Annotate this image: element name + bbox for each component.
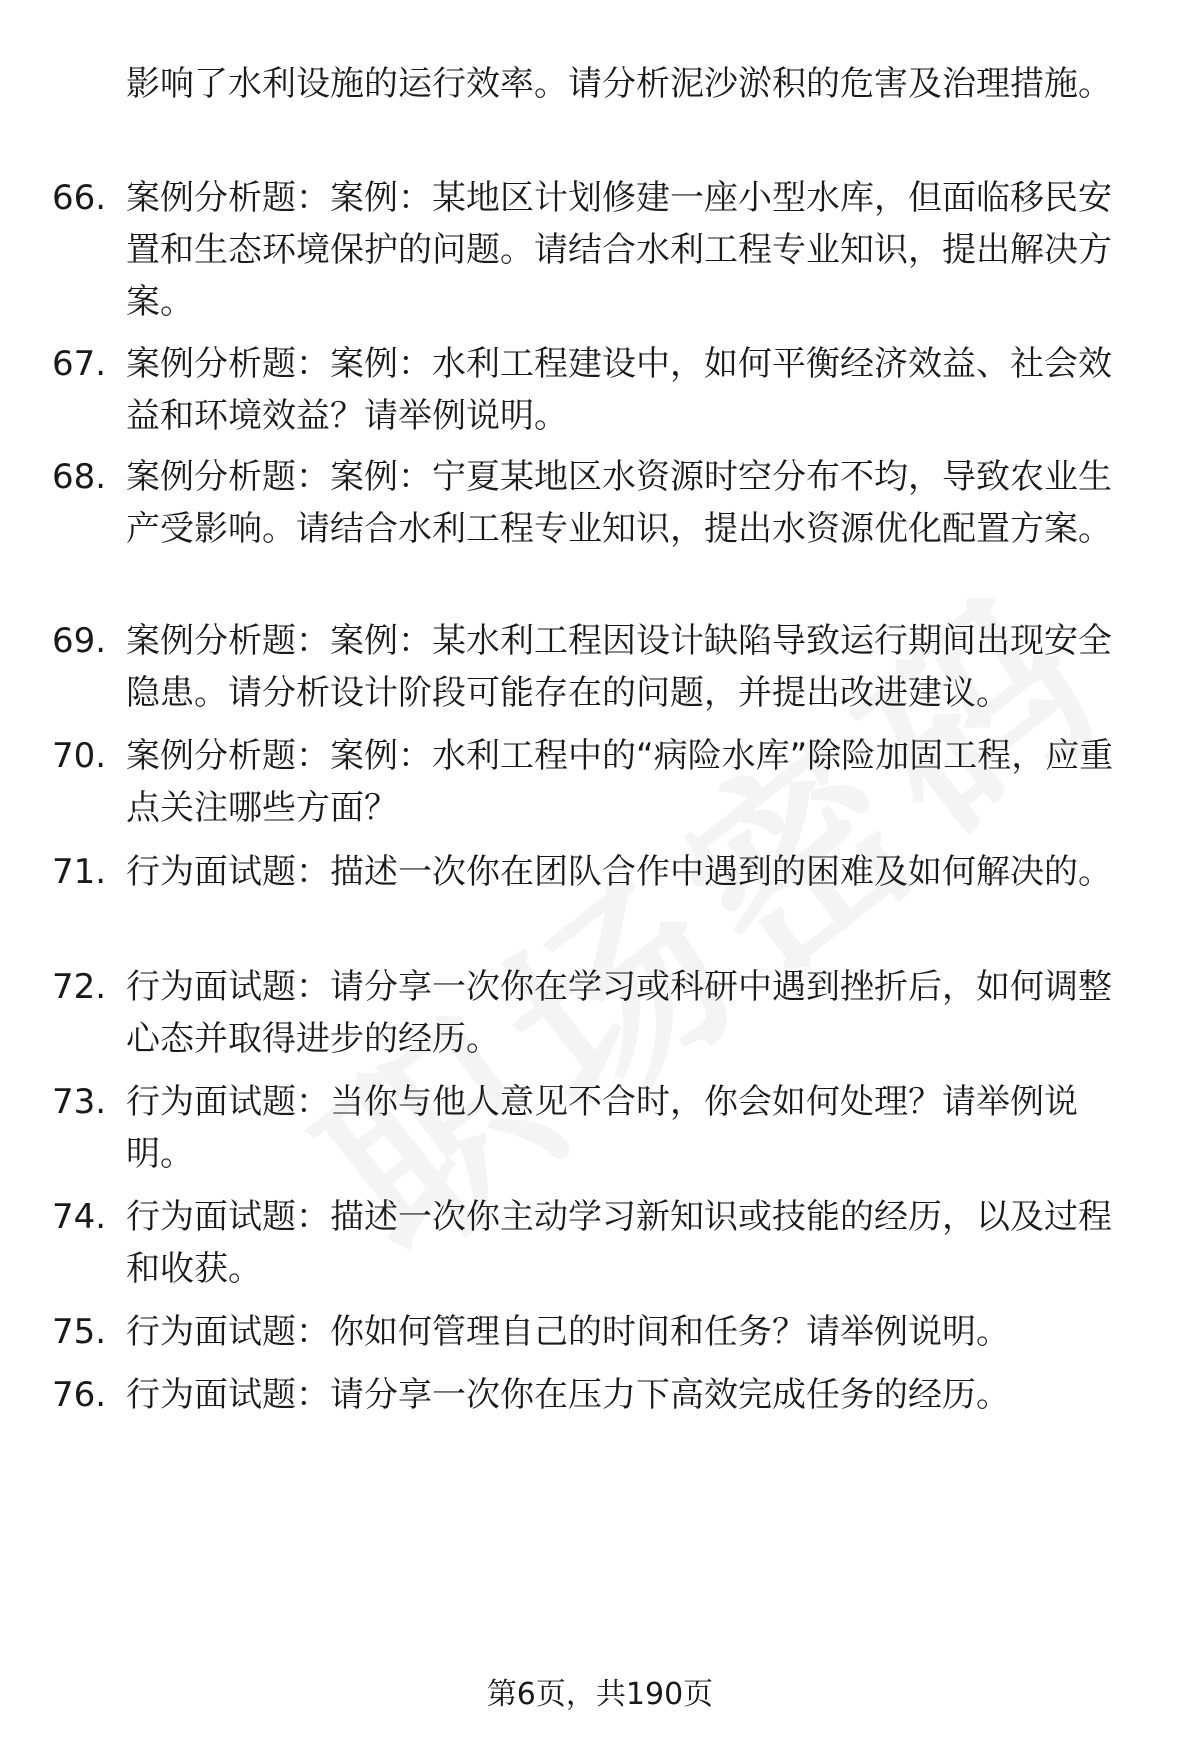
question-text: 案例分析题：案例：水利工程中的“病险水库”除险加固工程，应重点关注哪些方面？ xyxy=(126,736,1114,828)
question-text: 行为面试题：当你与他人意见不合时，你会如何处理？请举例说明。 xyxy=(126,1082,1078,1174)
question-text: 行为面试题：描述一次你主动学习新知识或技能的经历，以及过程和收获。 xyxy=(126,1197,1112,1289)
question-item xyxy=(52,338,1152,442)
question-number: 73. xyxy=(52,1082,107,1122)
question-item xyxy=(52,1076,1152,1180)
question-text: 行为面试题：请分享一次你在学习或科研中遇到挫折后，如何调整心态并取得进步的经历。 xyxy=(126,967,1112,1059)
question-item xyxy=(52,615,1152,719)
continued-question-text: 影响了水利设施的运行效率。请分析泥沙淤积的危害及治理措施。 xyxy=(126,64,1112,104)
question-text: 案例分析题：案例：宁夏某地区水资源时空分布不均，导致农业生产受影响。请结合水利工程专业知识，提出水资源优化配置方案。 xyxy=(126,457,1112,549)
question-text: 案例分析题：案例：某地区计划修建一座小型水库，但面临移民安置和生态环境保护的问题。请结合水利工程专业知识，提出解决方案。 xyxy=(126,178,1112,322)
question-item xyxy=(52,846,1152,898)
question-text: 案例分析题：案例：水利工程建设中，如何平衡经济效益、社会效益和环境效益？请举例说明。 xyxy=(126,344,1112,436)
question-item xyxy=(52,1369,1152,1421)
question-number: 69. xyxy=(52,621,107,661)
question-item xyxy=(52,730,1152,834)
question-text: 行为面试题：描述一次你在团队合作中遇到的困难及如何解决的。 xyxy=(126,852,1112,892)
question-number: 70. xyxy=(52,736,107,776)
question-text: 行为面试题：请分享一次你在压力下高效完成任务的经历。 xyxy=(126,1375,1010,1415)
question-number: 67. xyxy=(52,344,107,384)
question-item xyxy=(52,961,1152,1065)
question-number: 68. xyxy=(52,457,107,497)
question-text: 行为面试题：你如何管理自己的时间和任务？请举例说明。 xyxy=(126,1312,1010,1352)
question-number: 74. xyxy=(52,1197,107,1237)
question-number: 72. xyxy=(52,967,107,1007)
question-item xyxy=(52,172,1152,328)
question-number: 71. xyxy=(52,852,107,892)
question-number: 76. xyxy=(52,1375,107,1415)
page-footer: 第6页，共190页 xyxy=(486,1677,714,1712)
question-text: 案例分析题：案例：某水利工程因设计缺陷导致运行期间出现安全隐患。请分析设计阶段可能存在的问题，并提出改进建议。 xyxy=(126,621,1112,713)
question-item xyxy=(52,1191,1152,1295)
question-item xyxy=(52,451,1152,555)
question-item xyxy=(52,1306,1152,1358)
question-number: 75. xyxy=(52,1312,107,1352)
question-number: 66. xyxy=(52,178,107,218)
